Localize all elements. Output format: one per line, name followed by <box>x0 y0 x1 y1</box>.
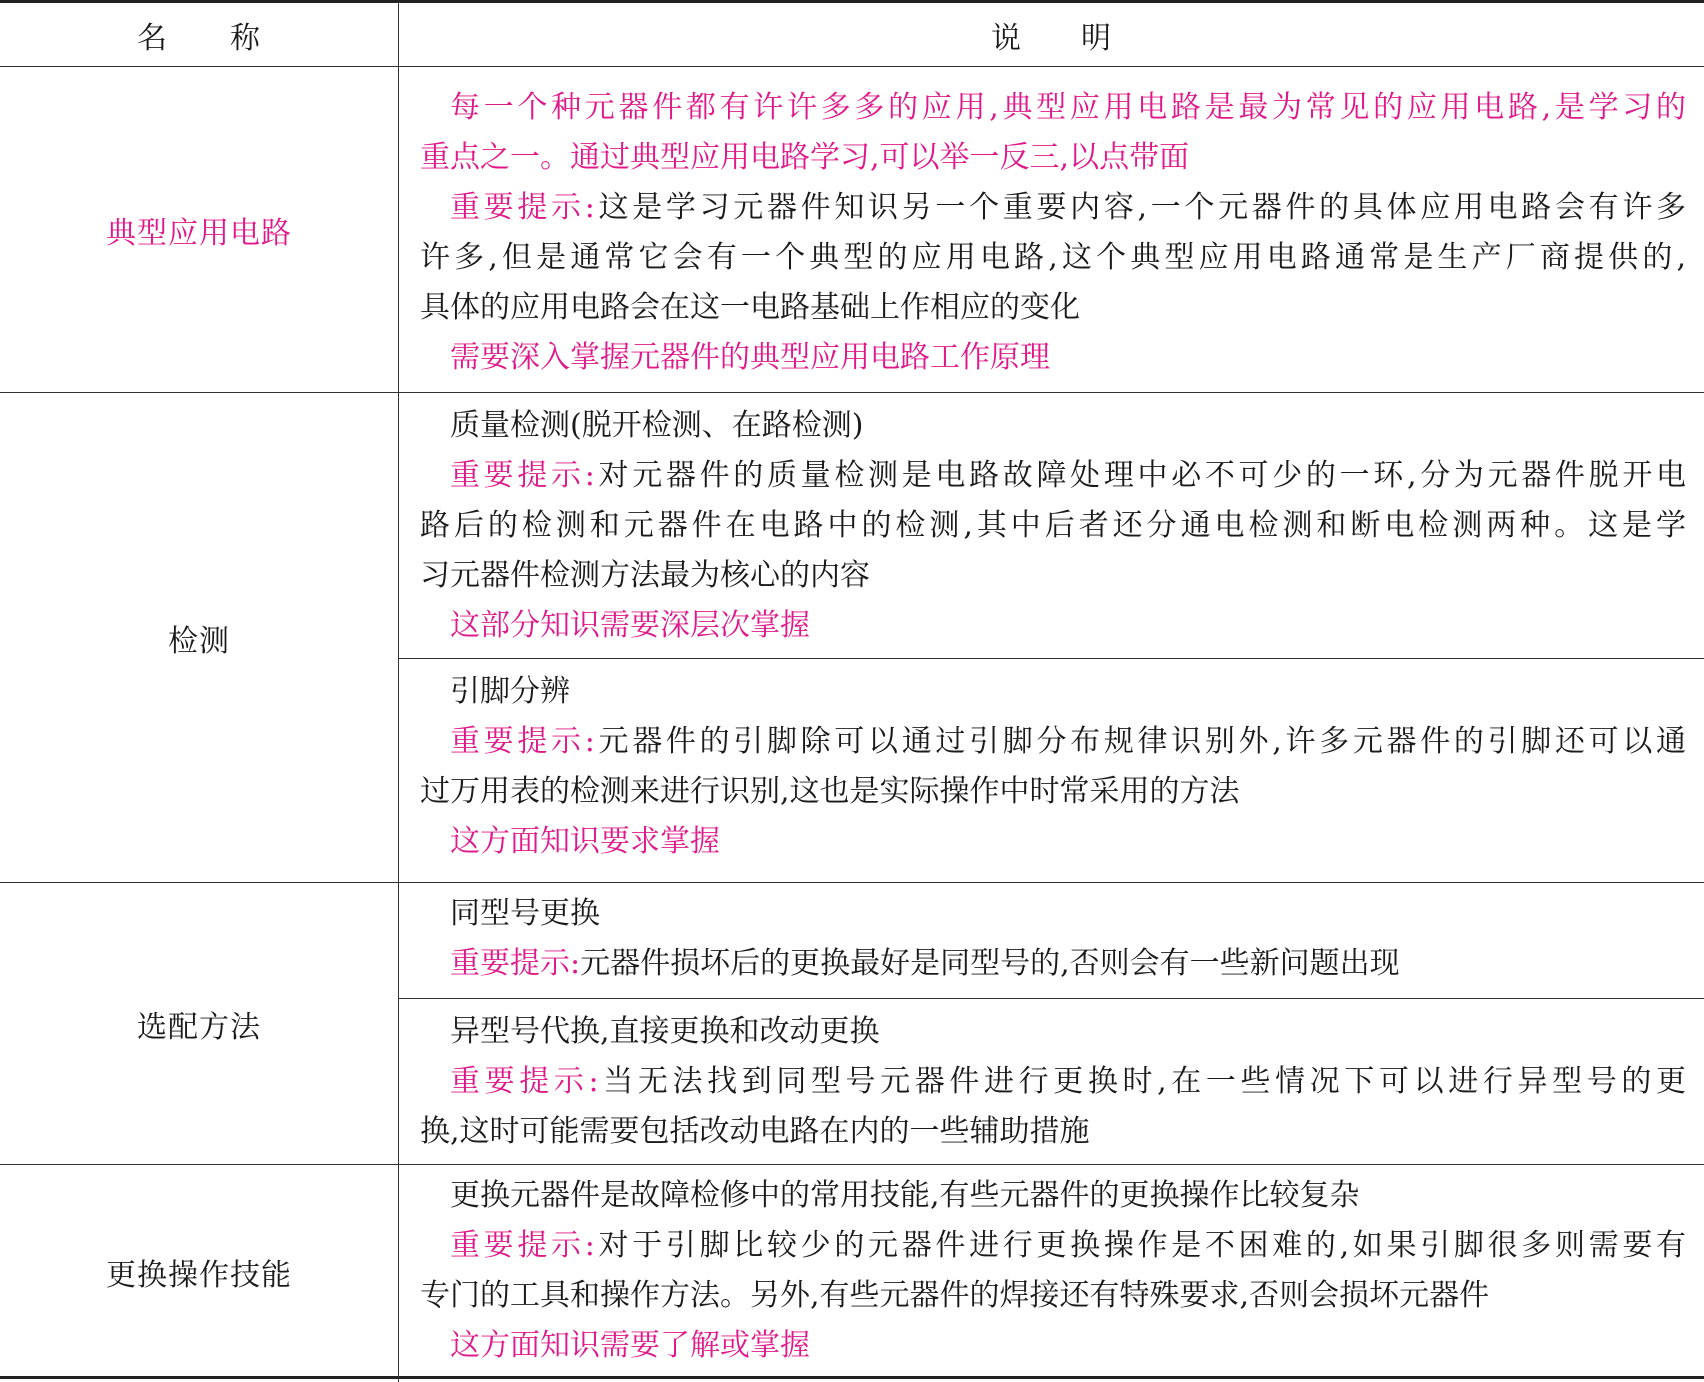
desc-line: 许多,但是通常它会有一个典型的应用电路,这个典型应用电路通常是生产厂商提供的, <box>420 240 1686 275</box>
desc-line: 每一个种元器件都有许许多多的应用,典型应用电路是最为常见的应用电路,是学习的 <box>450 90 1686 125</box>
desc-line: 换,这时可能需要包括改动电路在内的一些辅助措施 <box>420 1114 1090 1149</box>
desc-line-with-tip <box>450 939 1686 989</box>
row-desc-subcell <box>398 883 1704 999</box>
desc-line: 习元器件检测方法最为核心的内容 <box>420 558 870 593</box>
tip-text: 对元器件的质量检测是电路故障处理中必不可少的一环,分为元器件脱开电 <box>594 458 1686 493</box>
row-name-cell <box>0 1165 398 1379</box>
desc-line: 过万用表的检测来进行识别,这也是实际操作中时常采用的方法 <box>420 774 1240 809</box>
row-name-cell <box>0 67 398 392</box>
desc-line: 需要深入掌握元器件的典型应用电路工作原理 <box>450 340 1050 375</box>
desc-line-with-tip <box>450 1221 1686 1271</box>
row-desc-subcell <box>398 999 1704 1165</box>
desc-line: 路后的检测和元器件在电路中的检测,其中后者还分通电检测和断电检测两种。这是学 <box>420 508 1686 543</box>
row-desc-cell <box>398 67 1704 393</box>
desc-line-with-tip <box>450 717 1686 767</box>
tip-text: 元器件损坏后的更换最好是同型号的,否则会有一些新问题出现 <box>580 946 1400 981</box>
row-name-label: 更换操作技能 <box>106 1258 292 1293</box>
row-name-cell <box>0 883 398 1164</box>
desc-line: 更换元器件是故障检修中的常用技能,有些元器件的更换操作比较复杂 <box>450 1178 1360 1213</box>
row-name-label: 检测 <box>168 623 230 659</box>
row-name-label: 典型应用电路 <box>106 215 292 251</box>
desc-line-with-tip <box>450 183 1686 233</box>
tip-text: 对于引脚比较少的元器件进行更换操作是不困难的,如果引脚很多则需要有 <box>594 1228 1686 1263</box>
desc-line: 引脚分辨 <box>450 674 570 709</box>
desc-line: 这方面知识需要了解或掌握 <box>450 1328 810 1363</box>
desc-line-with-tip <box>450 1057 1686 1107</box>
row-desc-subcell <box>398 393 1704 659</box>
important-tip-label: 重要提示: <box>450 190 595 225</box>
tip-text: 元器件的引脚除可以通过引脚分布规律识别外,许多元器件的引脚还可以通 <box>594 724 1686 759</box>
row-desc-subcell <box>398 659 1704 883</box>
important-tip-label: 重要提示: <box>450 1228 595 1263</box>
row-desc-cell <box>398 1165 1704 1379</box>
desc-line: 专门的工具和操作方法。另外,有些元器件的焊接还有特殊要求,否则会损坏元器件 <box>420 1278 1490 1313</box>
desc-line: 这部分知识需要深层次掌握 <box>450 608 810 643</box>
desc-line: 同型号更换 <box>450 896 600 931</box>
table-row <box>0 393 1704 883</box>
desc-line: 这方面知识要求掌握 <box>450 824 720 859</box>
important-tip-label: 重要提示: <box>450 946 581 981</box>
important-tip-label: 重要提示: <box>450 1064 599 1099</box>
table-row <box>0 67 1704 393</box>
table-row <box>0 1165 1704 1379</box>
desc-line-with-tip <box>450 451 1686 501</box>
header-name-cell <box>0 3 398 66</box>
header-desc-cell <box>398 3 1704 66</box>
desc-line: 具体的应用电路会在这一电路基础上作相应的变化 <box>420 290 1080 325</box>
important-tip-label: 重要提示: <box>450 458 595 493</box>
tip-text: 这是学习元器件知识另一个重要内容,一个元器件的具体应用电路会有许多 <box>594 190 1686 225</box>
desc-line: 异型号代换,直接更换和改动更换 <box>450 1014 880 1049</box>
tip-text: 当无法找到同型号元器件进行更换时,在一些情况下可以进行异型号的更 <box>598 1064 1686 1099</box>
row-name-cell <box>0 393 398 882</box>
table-header-row <box>0 3 1704 67</box>
table-row <box>0 883 1704 1165</box>
desc-line: 重点之一。通过典型应用电路学习,可以举一反三,以点带面 <box>420 140 1190 175</box>
row-name-label: 选配方法 <box>137 1009 261 1045</box>
header-desc-label: 说 明 <box>991 20 1111 56</box>
important-tip-label: 重要提示: <box>450 724 595 759</box>
desc-line: 质量检测(脱开检测、在路检测) <box>450 408 864 443</box>
column-divider <box>398 3 399 1382</box>
header-name-label: 名 称 <box>137 20 261 56</box>
